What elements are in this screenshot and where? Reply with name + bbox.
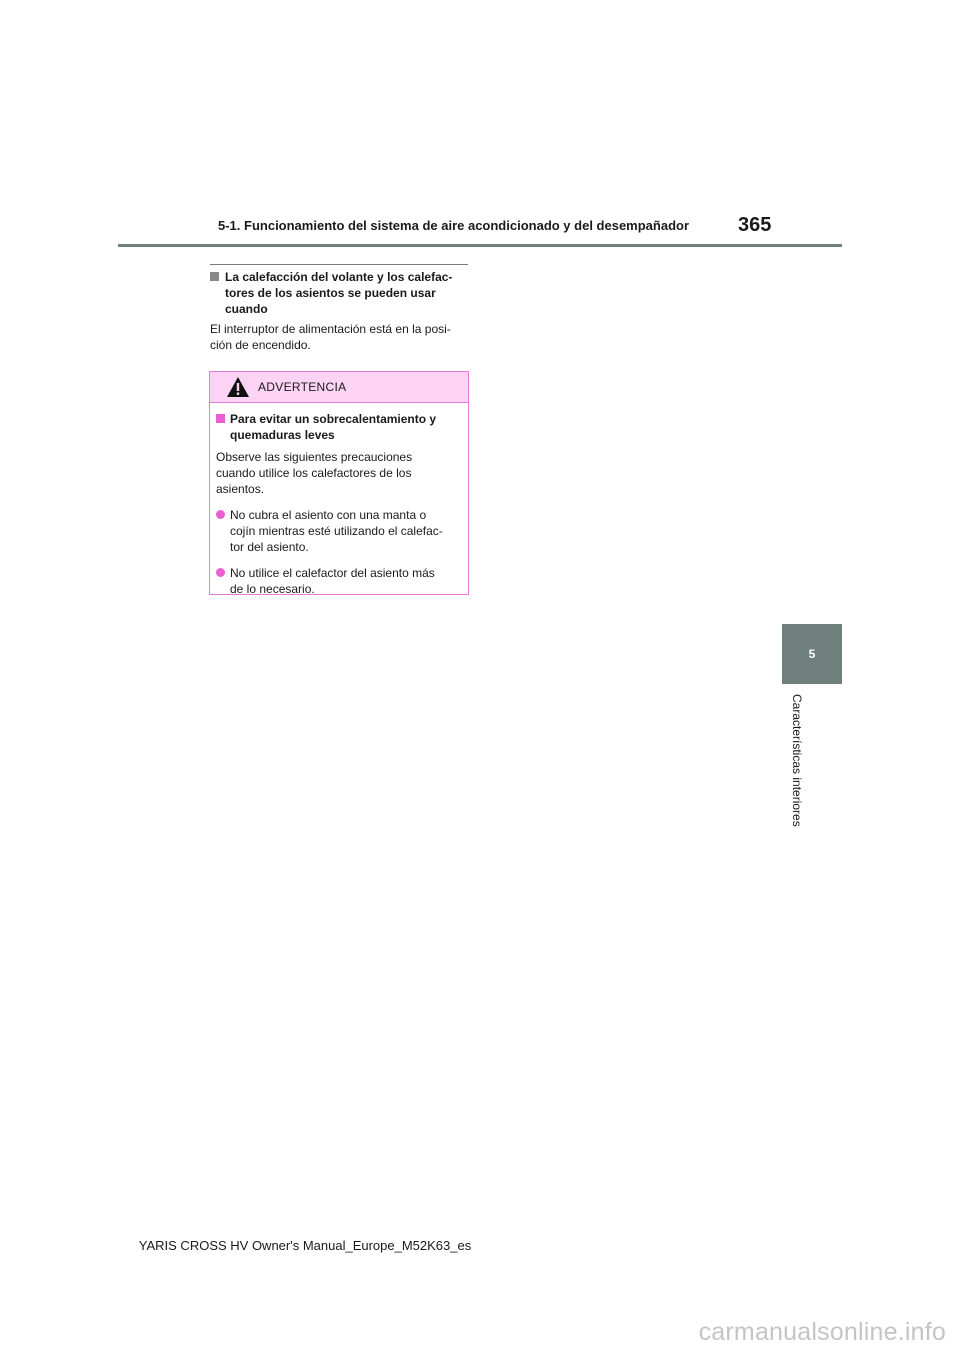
warning-triangle-icon: [226, 376, 250, 398]
chapter-title: Características interiores: [790, 694, 804, 827]
paragraph-line: El interruptor de alimentación está en la posi-: [210, 322, 451, 336]
footer-text: YARIS CROSS HV Owner's Manual_Europe_M52K63_es: [138, 1238, 472, 1253]
pink-bullet-icon: [216, 510, 225, 519]
warning-label: ADVERTENCIA: [258, 380, 347, 394]
warning-bullet: [216, 565, 462, 597]
watermark: carmanualsonline.info: [698, 1318, 946, 1346]
warning-bullet: [216, 507, 462, 555]
chapter-tab: [782, 624, 842, 684]
warning-heading: [216, 411, 462, 443]
gray-square-icon: [210, 272, 219, 281]
heading-line: cuando: [225, 302, 268, 316]
warning-body: [210, 403, 468, 597]
section-divider: [210, 264, 468, 265]
warning-heading-line: quemaduras leves: [230, 428, 335, 442]
bullet-line: No utilice el calefactor del asiento más: [230, 566, 435, 580]
page-number: 365: [738, 214, 772, 236]
pink-bullet-icon: [216, 568, 225, 577]
paragraph-line: ción de encendido.: [210, 338, 311, 352]
heading-line: La calefacción del volante y los calefac-: [225, 270, 453, 284]
bullet-line: tor del asiento.: [230, 540, 309, 554]
pink-square-icon: [216, 414, 225, 423]
bullet-line: No cubra el asiento con una manta o: [230, 508, 427, 522]
chapter-number: 5: [808, 647, 816, 661]
warning-box: [209, 371, 469, 595]
section-title: 5-1. Funcionamiento del sistema de aire acondicionado y del desempañador: [218, 218, 690, 233]
footer: [0, 1238, 960, 1253]
warning-header: [210, 372, 468, 403]
warning-intro-line: Observe las siguientes precauciones: [216, 450, 413, 464]
warning-intro: [216, 449, 462, 497]
bullet-line: de lo necesario.: [230, 582, 315, 596]
body-paragraph: [210, 321, 470, 353]
warning-heading-line: Para evitar un sobrecalentamiento y: [230, 412, 437, 426]
warning-intro-line: cuando utilice los calefactores de los: [216, 466, 412, 480]
header-rule: [118, 244, 842, 247]
bullet-line: cojín mientras esté utilizando el calefac-: [230, 524, 443, 538]
heading-line: tores de los asientos se pueden usar: [225, 286, 436, 300]
warning-intro-line: asientos.: [216, 482, 265, 496]
section-heading: [210, 269, 470, 317]
main-column: [210, 264, 470, 353]
